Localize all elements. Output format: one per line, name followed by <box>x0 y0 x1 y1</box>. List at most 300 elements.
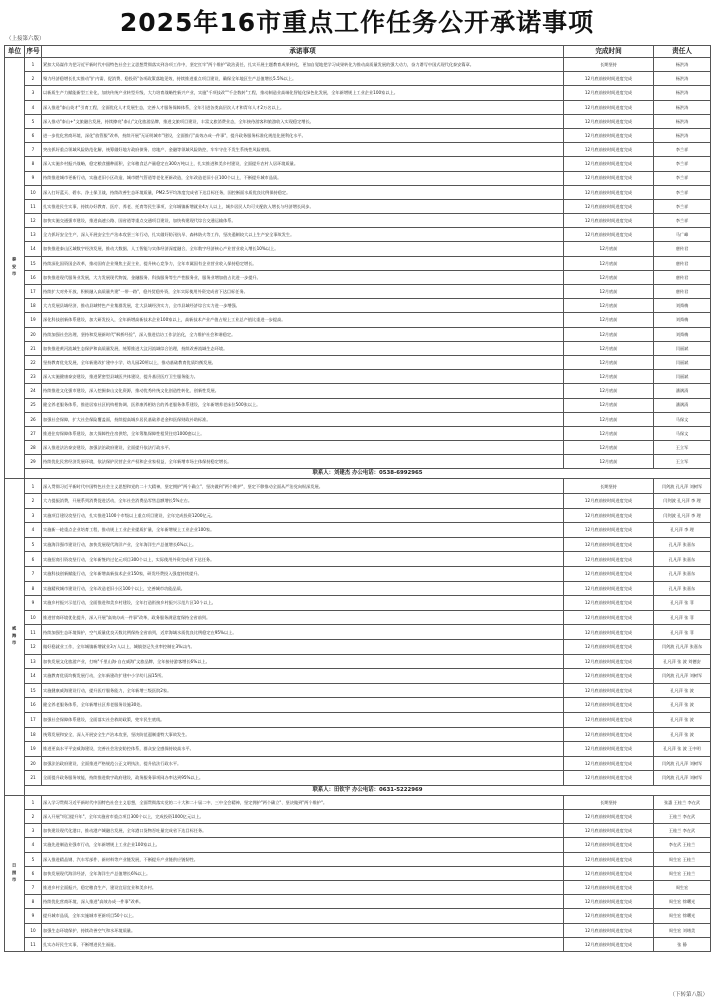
commitment-item: 实施新一轮重点企业培育工程，推动规上工业企业提质扩量，全年新增规上工业企业100家。 <box>42 523 564 538</box>
completion-time: 12月底前 <box>564 313 654 327</box>
responsible-person: 唐传君 <box>654 285 711 299</box>
row-number: 26 <box>25 412 42 426</box>
table-row <box>5 523 711 538</box>
responsible-person: 闫剑波 孔凡萍 李 理 <box>654 494 711 509</box>
responsible-person: 周生宏 王桂兰 <box>654 852 711 866</box>
table-row <box>5 100 711 114</box>
responsible-person: 孔凡萍 张 菲 <box>654 610 711 625</box>
table-row <box>5 795 711 809</box>
row-number: 23 <box>25 370 42 384</box>
table-row <box>5 866 711 880</box>
table-row <box>5 327 711 341</box>
completion-time: 12月底前按时间进度完成 <box>564 537 654 552</box>
page-title: 2025年16市重点工作任务公开承诺事项 <box>119 8 595 37</box>
table-row <box>5 214 711 228</box>
commitment-item: 深入开展"项目提升年"，全年实施省市重点项目300个以上，完成投资1000亿元以上。 <box>42 810 564 824</box>
table-row <box>5 909 711 923</box>
commitment-item: 深入实施乡村振兴战略，稳定粮食播种面积，全年粮食总产量稳定在300万吨以上，扎实推进和美乡村建设，全面提升农村人居环境质量。 <box>42 157 564 171</box>
commitment-item: 加强社会保障体系建设，全面落实社会救助政策，兜牢民生底线。 <box>42 712 564 727</box>
row-number: 20 <box>25 756 42 771</box>
commitment-item: 健全养老服务体系，全年新增社区养老服务设施30处。 <box>42 698 564 713</box>
completion-time: 12月底前按时间进度完成 <box>564 712 654 727</box>
responsible-person: 闫剑波 孔凡萍 刘树军 <box>654 756 711 771</box>
completion-time: 12月底前 <box>564 455 654 469</box>
responsible-person: 马广峰 <box>654 228 711 242</box>
commitment-item: 深入推进法治泰安建设，加强法治政府建设，全面提升依法行政水平。 <box>42 441 564 455</box>
row-number: 3 <box>25 508 42 523</box>
commitment-item: 深化科技创新体系建设，加大研发投入，全年新增高新技术企业100家以上，高新技术产业产值占规上工业总产值比重进一步提高。 <box>42 313 564 327</box>
responsible-person: 李兰祥 <box>654 143 711 157</box>
commitment-item: 大力发展县域经济，推动县域特色产业集群发展，壮大县域经济实力，全市县域经济综合实力进一步增强。 <box>42 299 564 313</box>
completion-time: 长期坚持 <box>564 479 654 494</box>
completion-time: 12月底前按时间进度完成 <box>564 100 654 114</box>
completion-time: 12月底前 <box>564 270 654 284</box>
row-number: 25 <box>25 398 42 412</box>
completion-time: 12月底前按时间进度完成 <box>564 639 654 654</box>
row-number: 28 <box>25 441 42 455</box>
completion-time: 12月底前按时间进度完成 <box>564 625 654 640</box>
row-number: 4 <box>25 838 42 852</box>
completion-time: 12月底前按时间进度完成 <box>564 567 654 582</box>
row-number: 18 <box>25 727 42 742</box>
commitment-item: 深入推进"泰山英才"引育工程，全面优化人才发展生态，完善人才服务保障体系，全年引进各类高层次人才和青年人才2万名以上。 <box>42 100 564 114</box>
city-name-cell: 泰安市 <box>5 58 25 479</box>
responsible-person: 王桂兰 李在武 <box>654 824 711 838</box>
responsible-person: 潘满清 <box>654 398 711 412</box>
row-number: 22 <box>25 355 42 369</box>
responsible-person: 孔凡萍 张嘉东 <box>654 567 711 582</box>
responsible-person: 闫丽斌 <box>654 355 711 369</box>
row-number: 21 <box>25 341 42 355</box>
responsible-person: 王立军 <box>654 441 711 455</box>
completion-time: 12月底前按时间进度完成 <box>564 909 654 923</box>
commitment-item: 以新质生产力赋能新型工业化，加快传统产业转型升级，大力培育战略性新兴产业，实施"千项技改""千企数转"工程，推动制造业高端化智能化绿色化发展，全年新增规上工业企业100家以上。 <box>42 86 564 100</box>
commitment-item: 深入贯彻习近平新时代中国特色社会主义思想和党的二十大精神，坚定拥护"两个确立"、坚决做到"两个维护"，坚定不移推动全面从严治党向纵深发展。 <box>42 479 564 494</box>
commitment-item: 持续推进城市更新行动，实施老旧小区改造、城市燃气管道等老化更新改造，全年改造老旧小区100个以上，不断提升城市品质。 <box>42 171 564 185</box>
completion-time: 12月底前按时间进度完成 <box>564 228 654 242</box>
commitment-item: 健全养老服务体系，推进居家社区机构相协调、医养康养相结合的养老服务体系建设，全年新增养老床位500张以上。 <box>42 398 564 412</box>
commitment-item: 全面提升政务服务效能，持续推进数字政府建设，政务服务事项网办率达到95%以上。 <box>42 771 564 786</box>
responsible-person: 周生宏 刘绪美 <box>654 923 711 937</box>
row-number: 10 <box>25 185 42 199</box>
commitment-item: 做好稳就业工作，全年城镇新增就业3万人以上，城镇登记失业率控制在3%以内。 <box>42 639 564 654</box>
responsible-person: 闫剑波 孔凡萍 张嘉东 <box>654 639 711 654</box>
contact-info: 联系人：刘建杰 办公电话：0538-6992965 <box>25 469 711 479</box>
responsible-person: 孔凡萍 张嘉东 <box>654 552 711 567</box>
completion-time: 12月底前按时间进度完成 <box>564 771 654 786</box>
completion-time: 长期坚持 <box>564 58 654 72</box>
table-row <box>5 479 711 494</box>
row-number: 29 <box>25 455 42 469</box>
city-name-cell: 日照市 <box>5 795 25 951</box>
commitment-item: 加快实施交通强市建设，推进高速公路、国省道等重点交通项目建设，加快构建现代综合交通运输体系。 <box>42 214 564 228</box>
table-row <box>5 455 711 469</box>
row-number: 16 <box>25 270 42 284</box>
completion-time: 12月底前 <box>564 384 654 398</box>
responsible-person: 孔凡萍 张 波 王中明 <box>654 742 711 757</box>
table-row <box>5 610 711 625</box>
table-row <box>5 494 711 509</box>
responsible-person: 周生宏 徐曙光 <box>654 909 711 923</box>
commitment-item: 实施教育优质均衡发展行动，全年新建改扩建中小学幼儿园15所。 <box>42 669 564 684</box>
completion-time: 12月底前按时间进度完成 <box>564 654 654 669</box>
commitment-item: 加快推进现代服务业发展，大力发展现代物流、金融服务、科技服务等生产性服务业，服务业增加值占比进一步提升。 <box>42 270 564 284</box>
commitment-item: 推进营商环境优化提升，深入开展"高效办成一件事"改革，政务服务满意度保持全省前列。 <box>42 610 564 625</box>
table-row <box>5 508 711 523</box>
commitment-item: 加快推进黄河流域生态保护和高质量发展，统筹推进大汶河流域综合治理，持续改善流域生态环境。 <box>42 341 564 355</box>
table-row <box>5 58 711 72</box>
completion-time: 12月底前按时间进度完成 <box>564 866 654 880</box>
completion-time: 12月底前 <box>564 242 654 256</box>
responsible-person: 孔凡萍 张 波 <box>654 727 711 742</box>
header-item: 承诺事项 <box>42 46 564 58</box>
completion-time: 12月底前 <box>564 412 654 426</box>
row-number: 11 <box>25 199 42 213</box>
completion-time: 12月底前按时间进度完成 <box>564 508 654 523</box>
commitment-item: 持续推进文化强市建设，深入挖掘泰山文化资源，推动优秀传统文化创造性转化、创新性发展。 <box>42 384 564 398</box>
table-row <box>5 810 711 824</box>
row-number: 15 <box>25 256 42 270</box>
completion-time: 12月底前按时间进度完成 <box>564 923 654 937</box>
table-row <box>5 86 711 100</box>
table-row <box>5 625 711 640</box>
row-number: 17 <box>25 285 42 299</box>
row-number: 19 <box>25 742 42 757</box>
row-number: 5 <box>25 537 42 552</box>
completion-time: 12月底前按时间进度完成 <box>564 114 654 128</box>
responsible-person: 杨洪涛 <box>654 128 711 142</box>
commitment-item: 加强法治政府建设，全面推进严格规范公正文明执法，提升依法行政水平。 <box>42 756 564 771</box>
commitment-item: 持续加强社会治理，坚持和发展新时代"枫桥经验"，深入推进信访工作法治化，全力维护社会和谐稳定。 <box>42 327 564 341</box>
commitment-item: 加快建设现代化港口，推动港产城融合发展，全年港口货物吞吐量完成省下达目标任务。 <box>42 824 564 838</box>
row-number: 1 <box>25 58 42 72</box>
row-number: 2 <box>25 494 42 509</box>
commitment-item: 加快发展现代海洋经济，全年海洋生产总值增长6%以上。 <box>42 866 564 880</box>
table-row <box>5 552 711 567</box>
completion-time: 12月底前按时间进度完成 <box>564 86 654 100</box>
completion-time: 12月底前 <box>564 327 654 341</box>
commitment-item: 加快推进泰山区域数字经济发展，推动大数据、人工智能与实体经济深度融合，全年数字经济核心产业营业收入增长10%以上。 <box>42 242 564 256</box>
commitment-item: 加强生态环境保护，持续改善空气和水环境质量。 <box>42 923 564 937</box>
row-number: 6 <box>25 552 42 567</box>
responsible-person: 孔凡萍 李 理 <box>654 523 711 538</box>
city-name-cell: 威海市 <box>5 479 25 795</box>
responsible-person: 李在武 王桂兰 <box>654 838 711 852</box>
completion-time: 12月底前按时间进度完成 <box>564 581 654 596</box>
row-number: 3 <box>25 86 42 100</box>
commitment-item: 持续扩大对外开放，积极融入高质量共建"一带一路"，稳外贸稳外资，全年实际使用外资完成省下达目标任务。 <box>42 285 564 299</box>
responsible-person: 孔凡萍 张 菲 <box>654 596 711 611</box>
table-row <box>5 683 711 698</box>
header-time: 完成时间 <box>564 46 654 58</box>
completion-time: 12月底前按时间进度完成 <box>564 610 654 625</box>
table-row <box>5 937 711 951</box>
commitment-item: 实施乡村振兴示范行动，全面推进和美乡村建设，全年打造衔接乡村振兴示范片区10个以上。 <box>42 596 564 611</box>
commitment-item: 统筹发展和安全，深入开展安全生产治本攻坚，坚决防范遏制重特大事故发生。 <box>42 727 564 742</box>
responsible-person: 孔凡萍 张 波 <box>654 698 711 713</box>
completion-time: 12月底前按时间进度完成 <box>564 185 654 199</box>
completion-time: 12月底前按时间进度完成 <box>564 523 654 538</box>
responsible-person: 周生宏 <box>654 881 711 895</box>
responsible-person: 唐传君 <box>654 270 711 284</box>
commitment-item: 实施项目建设攻坚行动，扎实推进1100个市级以上重点项目建设，全年完成投资1200亿元。 <box>42 508 564 523</box>
row-number: 9 <box>25 171 42 185</box>
responsible-person: 李兰祥 <box>654 157 711 171</box>
completion-time: 12月底前按时间进度完成 <box>564 683 654 698</box>
table-row <box>5 157 711 171</box>
commitment-item: 全力抓好安全生产，深入开展安全生产治本攻坚三年行动，扎实做好防汛抗旱、森林防火等工作，坚决遏制较大以上生产安全事故发生。 <box>42 228 564 242</box>
table-row <box>5 143 711 157</box>
table-row <box>5 727 711 742</box>
table-row <box>5 398 711 412</box>
commitment-item: 持续优化营商环境，深入推进"高效办成一件事"改革。 <box>42 895 564 909</box>
contact-row <box>5 469 711 479</box>
table-row <box>5 242 711 256</box>
row-number: 13 <box>25 228 42 242</box>
table-row <box>5 923 711 937</box>
responsible-person: 刘舜梅 <box>654 299 711 313</box>
responsible-person: 李兰祥 <box>654 185 711 199</box>
commitment-item: 推进住房保障体系建设，加大保障性住房供给，全年筹集保障性租赁住房1000套以上。 <box>42 426 564 440</box>
responsible-person: 王桂兰 李在武 <box>654 810 711 824</box>
completion-time: 12月底前按时间进度完成 <box>564 157 654 171</box>
responsible-person: 闫剑波 孔凡萍 刘树军 <box>654 771 711 786</box>
completion-time: 12月底前 <box>564 426 654 440</box>
responsible-person: 孔凡萍 张 波 刘德安 <box>654 654 711 669</box>
row-number: 8 <box>25 895 42 909</box>
commitment-item: 坚持教育优先发展，全年新建改扩建中小学、幼儿园20所以上，推动基础教育优质均衡发展。 <box>42 355 564 369</box>
commitment-item: 实施健康威海建设行动，提升医疗服务能力，全年新增三级医院2家。 <box>42 683 564 698</box>
commitment-item: 持续优化民营经济发展环境，依法保护民营企业产权和企业家权益，全年新增市场主体保持稳定增长。 <box>42 455 564 469</box>
commitment-item: 深入实施健康泰安建设，推进紧密型县域医共体建设，提升基层医疗卫生服务能力。 <box>42 370 564 384</box>
row-number: 20 <box>25 327 42 341</box>
table-row <box>5 771 711 786</box>
table-row <box>5 199 711 213</box>
completion-time: 12月底前按时间进度完成 <box>564 72 654 86</box>
completion-time: 12月底前按时间进度完成 <box>564 214 654 228</box>
responsible-person: 孔凡萍 张 波 <box>654 683 711 698</box>
table-row <box>5 171 711 185</box>
row-number: 5 <box>25 114 42 128</box>
table-row <box>5 285 711 299</box>
commitment-item: 扎实办好民生实事，不断增进民生福祉。 <box>42 937 564 951</box>
row-number: 11 <box>25 625 42 640</box>
responsible-person: 马保文 <box>654 412 711 426</box>
commitment-item: 推进更高水平平安威海建设，完善社会治安防控体系，群众安全感保持较高水平。 <box>42 742 564 757</box>
responsible-person: 闫丽斌 <box>654 341 711 355</box>
row-number: 2 <box>25 810 42 824</box>
responsible-person: 孔凡萍 张 菲 <box>654 625 711 640</box>
commitment-item: 扎实推进民生实事，持续办好教育、医疗、养老、托育等民生事项，全年城镇新增就业4万人以上，城乡居民人均可支配收入增长与经济增长同步。 <box>42 199 564 213</box>
table-row <box>5 270 711 284</box>
responsible-person: 李兰祥 <box>654 171 711 185</box>
responsible-person: 王立军 <box>654 455 711 469</box>
responsible-person: 孔凡萍 张嘉东 <box>654 537 711 552</box>
row-number: 15 <box>25 683 42 698</box>
commitment-item: 提升城市品质，全年实施城市更新项目50个以上。 <box>42 909 564 923</box>
completion-time: 12月底前按时间进度完成 <box>564 171 654 185</box>
row-number: 8 <box>25 157 42 171</box>
commitment-table <box>4 45 711 952</box>
commitment-item: 加快发展文化旅游产业，打响"千里山海·自在威海"文旅品牌，全年接待游客增长6%以上。 <box>42 654 564 669</box>
completion-time: 12月底前按时间进度完成 <box>564 838 654 852</box>
row-number: 11 <box>25 937 42 951</box>
commitment-item: 进一步优化营商环境，深化"放管服"改革，持续开展"无证明城市"建设，全面推行"高效办成一件事"，提升政务服务标准化规范化便利化水平。 <box>42 128 564 142</box>
row-number: 7 <box>25 567 42 582</box>
completion-time: 12月底前按时间进度完成 <box>564 742 654 757</box>
row-number: 14 <box>25 242 42 256</box>
row-number: 3 <box>25 824 42 838</box>
completion-time: 12月底前按时间进度完成 <box>564 756 654 771</box>
completion-time: 12月底前 <box>564 256 654 270</box>
commitment-item: 持续加强生态环境保护，空气质量优良天数比例保持全省前列，近岸海域水质优良比例稳定在95%以上。 <box>42 625 564 640</box>
commitment-item: 深入打好蓝天、碧水、净土保卫战，持续改善生态环境质量，PM2.5平均浓度完成省下达目标任务，国控断面水质优良比例保持稳定。 <box>42 185 564 199</box>
completion-time: 12月底前按时间进度完成 <box>564 824 654 838</box>
completion-time: 12月底前按时间进度完成 <box>564 552 654 567</box>
row-number: 1 <box>25 479 42 494</box>
responsible-person: 周生宏 王桂兰 <box>654 866 711 880</box>
continued-note: （上接第六版） <box>6 36 45 42</box>
row-number: 4 <box>25 523 42 538</box>
table-row <box>5 256 711 270</box>
responsible-person: 杨洪涛 <box>654 114 711 128</box>
table-body <box>5 58 711 952</box>
responsible-person: 杨洪涛 <box>654 72 711 86</box>
responsible-person: 闫剑波 孔凡萍 刘树军 <box>654 669 711 684</box>
row-number: 27 <box>25 426 42 440</box>
responsible-person: 张 静 <box>654 937 711 951</box>
table-row <box>5 313 711 327</box>
completion-time: 12月底前按时间进度完成 <box>564 143 654 157</box>
completion-time: 12月底前 <box>564 341 654 355</box>
row-number: 6 <box>25 128 42 142</box>
responsible-person: 杨洪涛 <box>654 86 711 100</box>
row-number: 21 <box>25 771 42 786</box>
table-row <box>5 72 711 86</box>
responsible-person: 唐传君 <box>654 242 711 256</box>
completion-time: 12月底前 <box>564 370 654 384</box>
responsible-person: 孔凡萍 张 波 <box>654 712 711 727</box>
header-unit: 单位 <box>5 46 25 58</box>
table-row <box>5 384 711 398</box>
commitment-item: 深入推进精品钢、汽车零部件、新材料等产业链发展，不断提升产业链供应链韧性。 <box>42 852 564 866</box>
table-row <box>5 114 711 128</box>
responsible-person: 潘满清 <box>654 384 711 398</box>
table-row <box>5 756 711 771</box>
commitment-item: 紧扣大局谋作为把习近平新时代中国特色社会主义思想贯彻落实到各项工作中，坚定扛牢"两个维护"政治责任，扎实开展主题教育成果转化，更加自觉地把学习成果转化为推动高质量发展的强大动力，奋力谱写中国式现代化泰安篇章。 <box>42 58 564 72</box>
responsible-person: 周生宏 徐曙光 <box>654 895 711 909</box>
responsible-person: 张惠 王桂兰 李在武 <box>654 795 711 809</box>
row-number: 10 <box>25 923 42 937</box>
row-number: 4 <box>25 100 42 114</box>
completion-time: 12月底前按时间进度完成 <box>564 852 654 866</box>
header-no: 序号 <box>25 46 42 58</box>
row-number: 19 <box>25 313 42 327</box>
table-row <box>5 838 711 852</box>
commitment-item: 推进乡村全面振兴，稳定粮食生产，建设宜居宜业和美乡村。 <box>42 881 564 895</box>
completion-time: 12月底前按时间进度完成 <box>564 669 654 684</box>
completion-time: 12月底前按时间进度完成 <box>564 494 654 509</box>
row-number: 5 <box>25 852 42 866</box>
completion-time: 12月底前按时间进度完成 <box>564 881 654 895</box>
row-number: 14 <box>25 669 42 684</box>
table-row <box>5 639 711 654</box>
table-row <box>5 341 711 355</box>
responsible-person: 刘舜梅 <box>654 327 711 341</box>
table-row <box>5 698 711 713</box>
table-row <box>5 412 711 426</box>
responsible-person: 唐传君 <box>654 256 711 270</box>
row-number: 18 <box>25 299 42 313</box>
completion-time: 12月底前 <box>564 441 654 455</box>
completion-time: 12月底前按时间进度完成 <box>564 596 654 611</box>
completion-time: 12月底前 <box>564 299 654 313</box>
commitment-item: 加强社会保障，扩大社会保险覆盖面，持续提高城乡居民基础养老金和医保财政补助标准。 <box>42 412 564 426</box>
commitment-item: 实施精致城市建设行动，全年改造老旧小区100个以上，完善城市功能品质。 <box>42 581 564 596</box>
row-number: 10 <box>25 610 42 625</box>
table-header-row <box>5 46 711 58</box>
responsible-person: 李兰祥 <box>654 199 711 213</box>
commitment-item: 突出抓好重点领域风险防范化解，统筹做好地方政府债务、房地产、金融等领域风险防控，牢牢守住不发生系统性风险底线。 <box>42 143 564 157</box>
completion-time: 长期坚持 <box>564 795 654 809</box>
row-number: 7 <box>25 143 42 157</box>
commitment-item: 实施先进制造业强市行动，全年新增规上工业企业100家以上。 <box>42 838 564 852</box>
commitment-item: 深入学习贯彻习近平新时代中国特色社会主义思想，全面贯彻落实党的二十大和二十届二中、三中全会精神，坚定拥护"两个确立"、坚决做到"两个维护"。 <box>42 795 564 809</box>
row-number: 12 <box>25 639 42 654</box>
completion-time: 12月底前 <box>564 398 654 412</box>
row-number: 7 <box>25 881 42 895</box>
table-row <box>5 712 711 727</box>
row-number: 6 <box>25 866 42 880</box>
contact-row <box>5 785 711 795</box>
commitment-item: 实施招商引资攻坚行动，全年新签约过亿元项目300个以上，实际使用外资完成省下达任务。 <box>42 552 564 567</box>
completion-time: 12月底前按时间进度完成 <box>564 937 654 951</box>
header-owner: 责任人 <box>654 46 711 58</box>
table-row <box>5 742 711 757</box>
commitment-item: 聚力经济稳增长扎实推动"扩内需、促消费、稳投资"各项政策落地见效，持续推进重点项目建设，确保全年地区生产总值增长5.5%以上。 <box>42 72 564 86</box>
completion-time: 12月底前按时间进度完成 <box>564 698 654 713</box>
completion-time: 12月底前按时间进度完成 <box>564 810 654 824</box>
table-row <box>5 370 711 384</box>
table-row <box>5 669 711 684</box>
responsible-person: 杨洪涛 <box>654 58 711 72</box>
continued-footer-note: （下转第八版） <box>669 992 708 998</box>
completion-time: 12月底前按时间进度完成 <box>564 895 654 909</box>
row-number: 17 <box>25 712 42 727</box>
table-row <box>5 881 711 895</box>
completion-time: 12月底前按时间进度完成 <box>564 199 654 213</box>
responsible-person: 马保文 <box>654 426 711 440</box>
row-number: 16 <box>25 698 42 713</box>
table-row <box>5 355 711 369</box>
row-number: 9 <box>25 909 42 923</box>
table-row <box>5 128 711 142</box>
responsible-person: 李兰祥 <box>654 214 711 228</box>
table-row <box>5 441 711 455</box>
responsible-person: 闫剑波 孔凡萍 李 理 <box>654 508 711 523</box>
responsible-person: 刘舜梅 <box>654 313 711 327</box>
row-number: 24 <box>25 384 42 398</box>
table-row <box>5 228 711 242</box>
completion-time: 12月底前按时间进度完成 <box>564 128 654 142</box>
completion-time: 12月底前按时间进度完成 <box>564 727 654 742</box>
row-number: 8 <box>25 581 42 596</box>
completion-time: 12月底前 <box>564 355 654 369</box>
row-number: 12 <box>25 214 42 228</box>
responsible-person: 杨洪涛 <box>654 100 711 114</box>
table-row <box>5 654 711 669</box>
table-row <box>5 824 711 838</box>
